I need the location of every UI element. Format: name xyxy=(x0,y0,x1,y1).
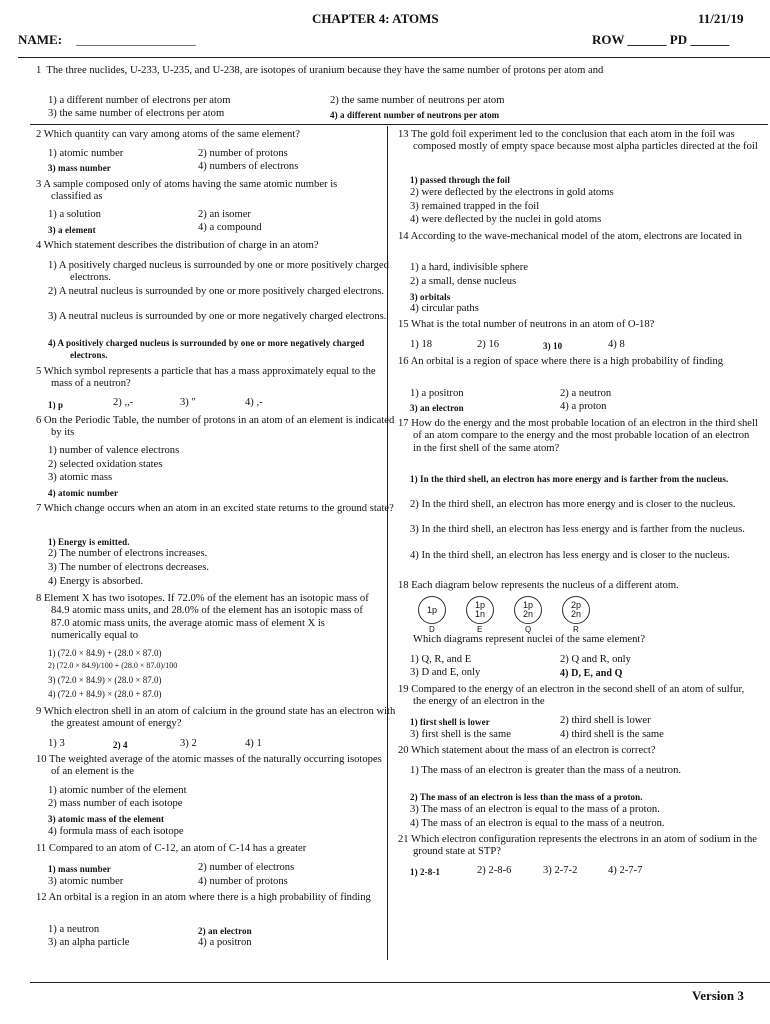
q1-option-3[interactable]: 3) the same number of electrons per atom xyxy=(48,108,225,119)
q6-option-4[interactable]: 4) atomic number xyxy=(48,488,119,498)
q13-option-1[interactable]: 1) passed through the foil xyxy=(410,175,510,185)
q16-option-3[interactable]: 3) an electron xyxy=(410,403,464,413)
q14-option-3[interactable]: 3) orbitals xyxy=(410,292,451,302)
q10-option-2[interactable]: 2) mass number of each isotope xyxy=(48,798,183,809)
q4-option-1[interactable]: 1) A positively charged nucleus is surrounded by one or more positively charged electrons. xyxy=(48,260,389,284)
q6-option-3[interactable]: 3) atomic mass xyxy=(48,472,113,483)
q10-option-3[interactable]: 3) atomic mass of the element xyxy=(48,814,165,824)
question-7: 7 Which change occurs when an atom in an excited state returns to the ground state? xyxy=(36,503,394,514)
question-16: 16 An orbital is a region of space where there is a high probability of finding xyxy=(398,356,724,367)
q19-option-3[interactable]: 3) first shell is the same xyxy=(410,729,511,740)
page-title: CHAPTER 4: ATOMS xyxy=(312,11,439,26)
q2-option-2[interactable]: 2) number of protons xyxy=(198,148,288,159)
q4-option-4[interactable]: 4) A positively charged nucleus is surrounded by one or more negatively charged electrons. xyxy=(48,338,365,360)
q21-option-3[interactable]: 3) 2-7-2 xyxy=(543,865,578,876)
q2-option-3[interactable]: 3) mass number xyxy=(48,163,111,173)
q18-option-2[interactable]: 2) Q and R, only xyxy=(560,654,631,665)
nucleus-diagram-q: 1p 2n xyxy=(514,596,542,624)
name-blank[interactable]: ____________________ xyxy=(76,33,196,47)
q9-option-2[interactable]: 2) 4 xyxy=(113,740,128,750)
q17-option-4[interactable]: 4) In the third shell, an electron has less energy and is closer to the nucleus. xyxy=(410,550,730,561)
q10-option-1[interactable]: 1) atomic number of the element xyxy=(48,785,187,796)
q3-option-4[interactable]: 4) a compound xyxy=(198,222,262,233)
q5-option-4[interactable]: 4) ,- xyxy=(245,397,263,408)
q5-option-3[interactable]: 3) " xyxy=(180,397,196,408)
q4-option-3[interactable]: 3) A neutral nucleus is surrounded by one or more negatively charged electrons. xyxy=(48,311,387,322)
q9-option-1[interactable]: 1) 3 xyxy=(48,738,65,749)
q14-option-2[interactable]: 2) a small, dense nucleus xyxy=(410,276,517,287)
q21-option-4[interactable]: 4) 2-7-7 xyxy=(608,865,643,876)
row-period-field[interactable]: ROW ______ PD ______ xyxy=(592,32,730,47)
q18-option-1[interactable]: 1) Q, R, and E xyxy=(410,654,472,665)
q11-option-4[interactable]: 4) number of protons xyxy=(198,876,288,887)
q20-option-2[interactable]: 2) The mass of an electron is less than the mass of a proton. xyxy=(410,792,643,802)
question-6: 6 On the Periodic Table, the number of protons in an atom of an element is indicated by its xyxy=(36,415,395,439)
q3-option-2[interactable]: 2) an isomer xyxy=(198,209,251,220)
q20-option-4[interactable]: 4) The mass of an electron is equal to the mass of a neutron. xyxy=(410,818,665,829)
q13-option-2[interactable]: 2) were deflected by the electrons in gold atoms xyxy=(410,187,614,198)
q2-option-4[interactable]: 4) numbers of electrons xyxy=(198,161,299,172)
q21-option-1[interactable]: 1) 2-8-1 xyxy=(410,867,441,877)
question-1: 1 The three nuclides, U-233, U-235, and U-238, are isotopes of uranium because they have the same number of protons per atom and xyxy=(36,65,604,76)
nucleus-diagram-d: 1p xyxy=(418,596,446,624)
q3-option-1[interactable]: 1) a solution xyxy=(48,209,101,220)
q5-option-2[interactable]: 2) ,,- xyxy=(113,397,134,408)
q21-option-2[interactable]: 2) 2-8-6 xyxy=(477,865,512,876)
question-19: 19 Compared to the energy of an electron in the second shell of an atom of sulfur, the energy of an electron in the xyxy=(398,684,745,708)
question-21: 21 Which electron configuration represents the electrons in an atom of sodium in the ground state at STP? xyxy=(398,834,758,858)
footer-rule xyxy=(30,982,770,983)
q8-option-3[interactable]: 3) (72.0 × 84.9) × (28.0 × 87.0) xyxy=(48,675,162,685)
q12-option-4[interactable]: 4) a positron xyxy=(198,937,252,948)
q13-option-4[interactable]: 4) were deflected by the nuclei in gold atoms xyxy=(410,214,602,225)
question-3: 3 A sample composed only of atoms having the same atomic number is classified as xyxy=(36,179,338,203)
q7-option-2[interactable]: 2) The number of electrons increases. xyxy=(48,548,208,559)
q13-option-3[interactable]: 3) remained trapped in the foil xyxy=(410,201,540,212)
q7-option-4[interactable]: 4) Energy is absorbed. xyxy=(48,576,144,587)
question-17: 17 How do the energy and the most probable location of an electron in the third shell of an atom compare to the energy and the most probable location of an electron in the first shell of the same atom? xyxy=(398,418,758,454)
q10-option-4[interactable]: 4) formula mass of each isotope xyxy=(48,826,184,837)
q11-option-2[interactable]: 2) number of electrons xyxy=(198,862,295,873)
q3-option-3[interactable]: 3) a element xyxy=(48,225,96,235)
q20-option-3[interactable]: 3) The mass of an electron is equal to the mass of a proton. xyxy=(410,804,660,815)
q16-option-4[interactable]: 4) a proton xyxy=(560,401,607,412)
nucleus-diagram-r: 2p 2n xyxy=(562,596,590,624)
date: 11/21/19 xyxy=(698,11,744,26)
diagram-label-q: Q xyxy=(525,625,532,634)
q20-option-1[interactable]: 1) The mass of an electron is greater than the mass of a neutron. xyxy=(410,765,682,776)
q12-option-3[interactable]: 3) an alpha particle xyxy=(48,937,130,948)
question-2: 2 Which quantity can vary among atoms of the same element? xyxy=(36,129,300,140)
question-4: 4 Which statement describes the distribution of charge in an atom? xyxy=(36,240,319,251)
nucleus-diagram-e: 1p 1n xyxy=(466,596,494,624)
q15-option-1[interactable]: 1) 18 xyxy=(410,339,433,350)
q9-option-3[interactable]: 3) 2 xyxy=(180,738,197,749)
q8-option-2[interactable]: 2) (72.0 × 84.9)/100 + (28.0 × 87.0)/100 xyxy=(48,661,178,670)
q5-option-1[interactable]: 1) p xyxy=(48,400,64,410)
q2-option-1[interactable]: 1) atomic number xyxy=(48,148,124,159)
question-13: 13 The gold foil experiment led to the conclusion that each atom in the foil was composed mostly of empty space because most alpha particles directed at the foil xyxy=(398,129,758,153)
q18-option-4[interactable]: 4) D, E, and Q xyxy=(560,668,623,679)
q7-option-3[interactable]: 3) The number of electrons decreases. xyxy=(48,562,209,573)
question-14: 14 According to the wave-mechanical model of the atom, electrons are located in xyxy=(398,231,742,242)
question-8: 8 Element X has two isotopes. If 72.0% of the element has an isotopic mass of 84.9 atomic mass units, and 28.0% of the element has an isotopic mass of 87.0 atomic mass units, the average atomic mass of element X is numerically equal to xyxy=(36,593,369,642)
q7-option-1[interactable]: 1) Energy is emitted. xyxy=(48,537,130,547)
q1-rule xyxy=(30,124,768,125)
q1-option-2[interactable]: 2) the same number of neutrons per atom xyxy=(330,95,505,106)
q15-option-2[interactable]: 2) 16 xyxy=(477,339,500,350)
q18-subquestion: Which diagrams represent nuclei of the same element? xyxy=(413,634,646,645)
q1-option-4[interactable]: 4) a different number of neutrons per atom xyxy=(330,110,500,120)
version-label: Version 3 xyxy=(692,988,744,1003)
q12-option-2[interactable]: 2) an electron xyxy=(198,926,252,936)
q8-option-4[interactable]: 4) (72.0 + 84.9) × (28.0 + 87.0) xyxy=(48,689,162,699)
q19-option-2[interactable]: 2) third shell is lower xyxy=(560,715,651,726)
q6-option-1[interactable]: 1) number of valence electrons xyxy=(48,445,180,456)
q12-option-1[interactable]: 1) a neutron xyxy=(48,924,100,935)
q11-option-1[interactable]: 1) mass number xyxy=(48,864,111,874)
question-15: 15 What is the total number of neutrons in an atom of O-18? xyxy=(398,319,655,330)
diagram-label-r: R xyxy=(573,625,579,634)
q4-option-2[interactable]: 2) A neutral nucleus is surrounded by one or more positively charged electrons. xyxy=(48,286,385,297)
q18-option-3[interactable]: 3) D and E, only xyxy=(410,667,481,678)
q14-option-4[interactable]: 4) circular paths xyxy=(410,303,479,314)
q8-option-1[interactable]: 1) (72.0 × 84.9) + (28.0 × 87.0) xyxy=(48,648,162,658)
question-18: 18 Each diagram below represents the nucleus of a different atom. xyxy=(398,580,679,591)
q1-option-1[interactable]: 1) a different number of electrons per atom xyxy=(48,95,231,106)
diagram-label-d: D xyxy=(429,625,435,634)
question-11: 11 Compared to an atom of C-12, an atom of C-14 has a greater xyxy=(36,843,307,854)
question-5: 5 Which symbol represents a particle that has a mass approximately equal to the mass of a neutron? xyxy=(36,366,376,390)
diagram-label-e: E xyxy=(477,625,483,634)
question-20: 20 Which statement about the mass of an electron is correct? xyxy=(398,745,656,756)
header-rule xyxy=(18,57,770,58)
q15-option-4[interactable]: 4) 8 xyxy=(608,339,625,350)
q17-option-1[interactable]: 1) In the third shell, an electron has more energy and is farther from the nucleus. xyxy=(410,474,729,484)
q17-option-3[interactable]: 3) In the third shell, an electron has less energy and is farther from the nucleus. xyxy=(410,524,745,535)
question-9: 9 Which electron shell in an atom of calcium in the ground state has an electron with the greatest amount of energy? xyxy=(36,706,396,730)
q19-option-4[interactable]: 4) third shell is the same xyxy=(560,729,664,740)
q19-option-1[interactable]: 1) first shell is lower xyxy=(410,717,490,727)
q6-option-2[interactable]: 2) selected oxidation states xyxy=(48,459,163,470)
q16-option-2[interactable]: 2) a neutron xyxy=(560,388,612,399)
q14-option-1[interactable]: 1) a hard, indivisible sphere xyxy=(410,262,528,273)
question-10: 10 The weighted average of the atomic masses of the naturally occurring isotopes of an element is the xyxy=(36,754,382,778)
question-12: 12 An orbital is a region in an atom where there is a high probability of finding xyxy=(36,892,371,903)
q9-option-4[interactable]: 4) 1 xyxy=(245,738,262,749)
q15-option-3[interactable]: 3) 10 xyxy=(543,341,563,351)
q11-option-3[interactable]: 3) atomic number xyxy=(48,876,124,887)
name-label: NAME: xyxy=(18,32,63,47)
q16-option-1[interactable]: 1) a positron xyxy=(410,388,464,399)
q17-option-2[interactable]: 2) In the third shell, an electron has more energy and is closer to the nucleus. xyxy=(410,499,736,510)
